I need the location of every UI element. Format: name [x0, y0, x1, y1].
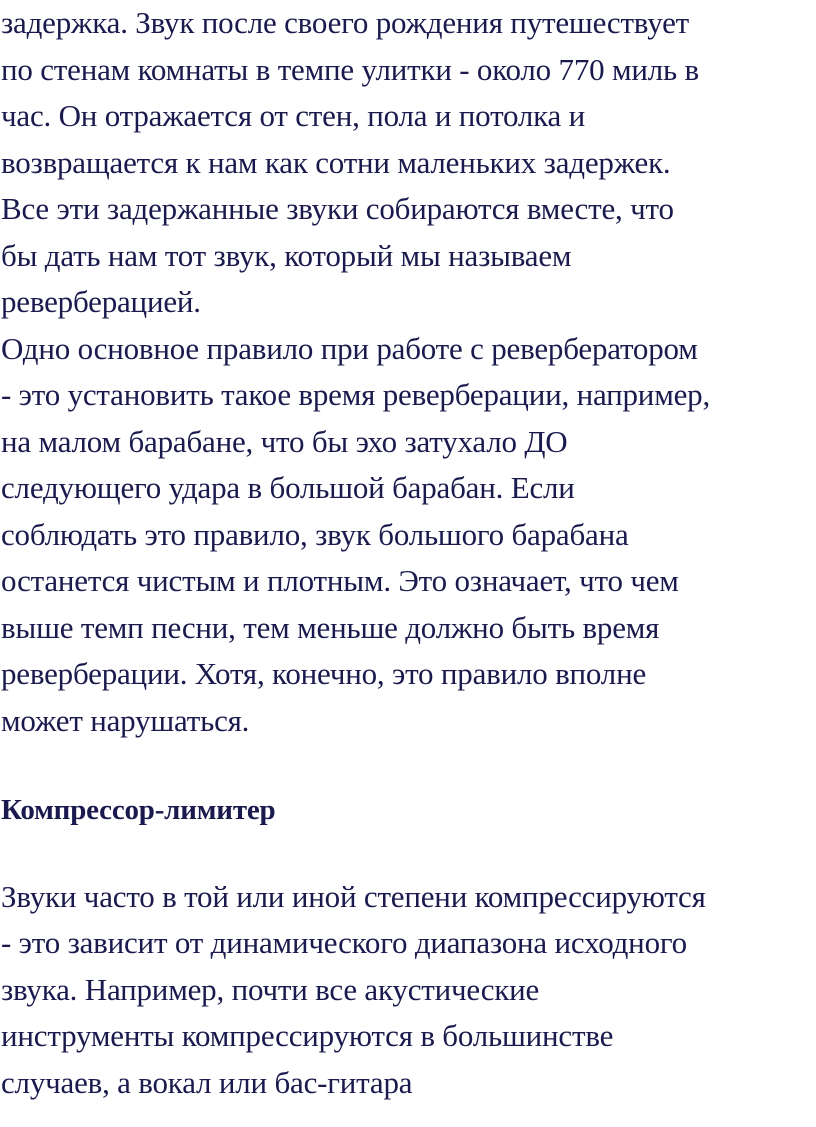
- text-line: Одно основное правило при работе с ревербератором: [1, 331, 698, 366]
- text-line: - это зависит от динамического диапазона исходного: [1, 925, 687, 960]
- text-line: бы дать нам тот звук, который мы называем: [1, 238, 572, 273]
- section-heading: Компрессор-лимитер: [1, 794, 276, 826]
- text-line: выше темп песни, тем меньше должно быть время: [1, 610, 660, 645]
- text-line: звука. Например, почти все акустические: [1, 972, 540, 1007]
- text-line: на малом барабане, что бы эхо затухало ДО: [1, 424, 568, 459]
- text-line: по стенам комнаты в темпе улитки - около 770 миль в: [1, 52, 699, 87]
- text-line: - это установить такое время реверберации, например,: [1, 377, 711, 412]
- text-line: соблюдать это правило, звук большого барабана: [1, 517, 629, 552]
- text-line: останется чистым и плотным. Это означает, что чем: [1, 563, 679, 598]
- text-line: Звуки часто в той или иной степени компрессируются: [1, 879, 706, 914]
- text-line: задержка. Звук после своего рождения путешествует: [1, 5, 689, 40]
- text-line: Все эти задержанные звуки собираются вместе, что: [1, 191, 674, 226]
- text-line: случаев, а вокал или бас-гитара: [1, 1065, 413, 1100]
- text-line: возвращается к нам как сотни маленьких задержек.: [1, 145, 671, 180]
- text-line: час. Он отражается от стен, пола и потолка и: [1, 98, 586, 133]
- text-line: инструменты компрессируются в большинстве: [1, 1018, 614, 1053]
- text-line: может нарушаться.: [1, 703, 250, 738]
- text-line: следующего удара в большой барабан. Если: [1, 470, 575, 505]
- text-line: реверберацией.: [1, 284, 201, 319]
- text-line: реверберации. Хотя, конечно, это правило вполне: [1, 656, 647, 691]
